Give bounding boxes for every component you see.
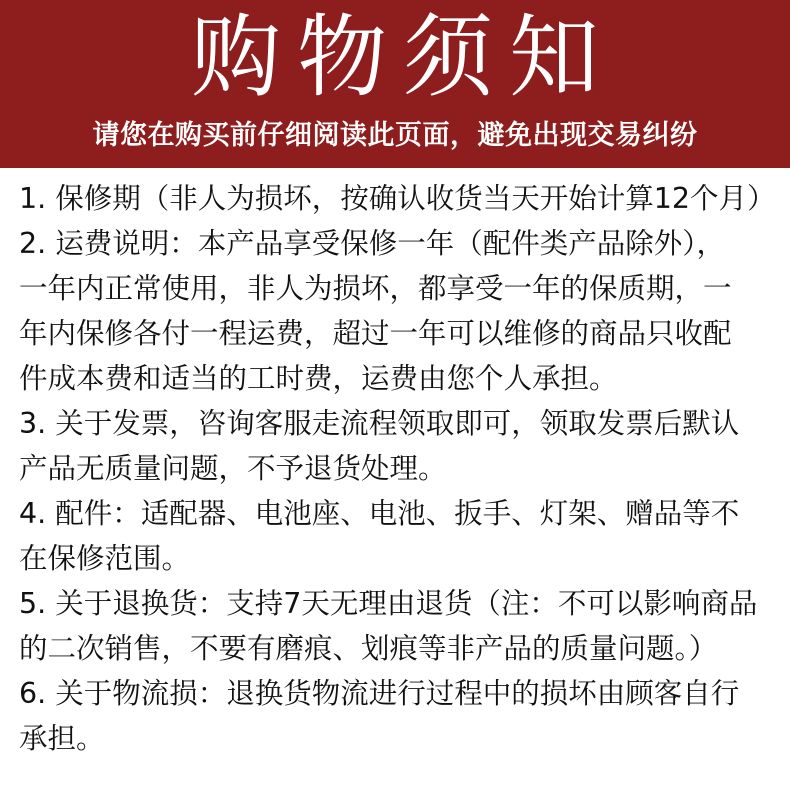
notice-line: 件成本费和适当的工时费，运费由您个人承担。 — [19, 362, 618, 395]
notice-line: 2. 运费说明：本产品享受保修一年（配件类产品除外）， — [19, 227, 726, 260]
notice-line: 年内保修各付一程运费，超过一年可以维修的商品只收配 — [19, 317, 732, 350]
notice-line: 5. 关于退换货：支持7天无理由退货（注：不可以影响商品 — [19, 587, 758, 620]
notice-line: 4. 配件：适配器、电池座、电池、扳手、灯架、赠品等不 — [19, 497, 740, 530]
notice-line: 一年内正常使用，非人为损坏，都享受一年的保质期，一 — [19, 272, 732, 305]
notice-line: 6. 关于物流损：退换货物流进行过程中的损坏由顾客自行 — [19, 677, 740, 710]
header-banner — [0, 0, 790, 168]
notice-line: 3. 关于发票，咨询客服走流程领取即可，领取发票后默认 — [19, 407, 740, 440]
notice-line: 的二次销售，不要有磨痕、划痕等非产品的质量问题。） — [19, 632, 718, 665]
notice-body — [19, 176, 781, 761]
notice-line: 1. 保修期（非人为损坏，按确认收货当天开始计算12个月） — [19, 182, 776, 215]
page-title: 购物须知 — [191, 5, 615, 110]
notice-line: 在保修范围。 — [19, 542, 191, 575]
notice-line: 承担。 — [19, 722, 105, 755]
notice-line: 产品无质量问题，不予退货处理。 — [19, 452, 447, 485]
page-subtitle: 请您在购买前仔细阅读此页面，避免出现交易纠纷 — [92, 120, 698, 151]
